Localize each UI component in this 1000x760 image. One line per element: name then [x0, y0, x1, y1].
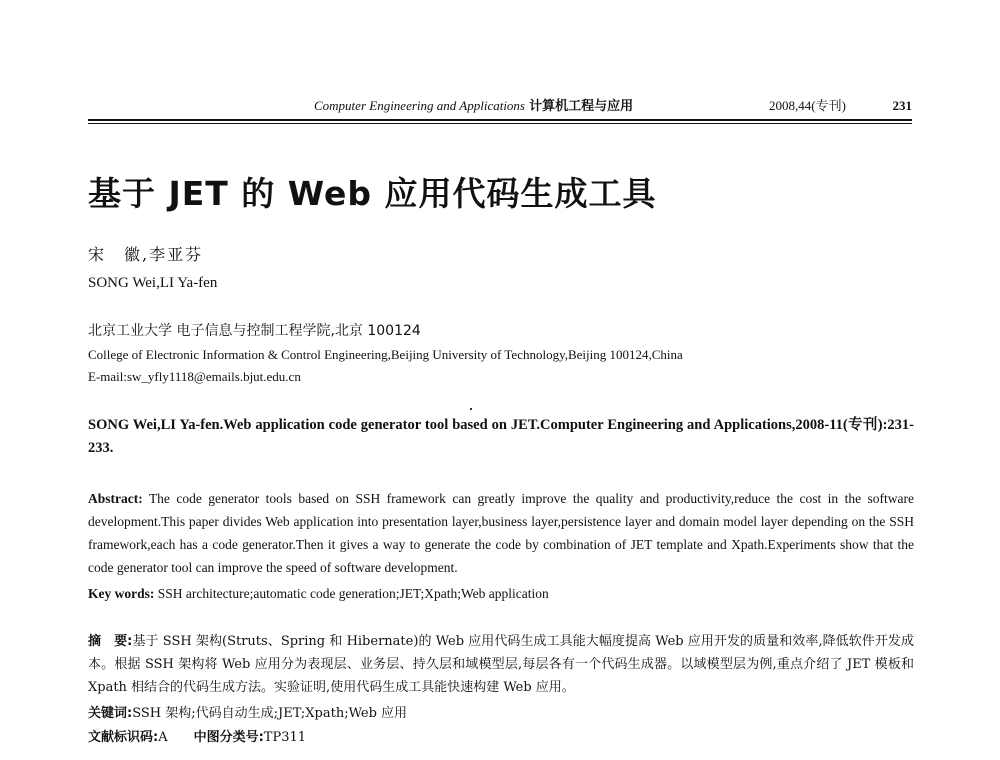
abstract-zh: [88, 630, 914, 699]
stray-mark: [470, 408, 472, 410]
abstract-en: [88, 487, 914, 579]
affiliation-zh: 北京工业大学 电子信息与控制工程学院,北京 100124: [88, 323, 421, 339]
doc-code-label: 文献标识码:: [88, 730, 159, 745]
authors-en: SONG Wei,LI Ya-fen: [88, 275, 218, 291]
journal-name: [314, 96, 633, 117]
affiliation-en: College of Electronic Information & Control Engineering,Beijing University of Technology,Beijing 100124,China: [88, 347, 683, 362]
running-header: [88, 96, 912, 116]
keywords-en: [88, 583, 914, 605]
abstract-zh-label: 摘 要:: [88, 634, 133, 649]
authors-zh: 宋 徽,李亚芬: [88, 245, 204, 264]
author-email: E-mail:sw_yfly1118@emails.bjut.edu.cn: [88, 369, 301, 384]
document-info: [88, 727, 914, 749]
keywords-zh-text: SSH 架构;代码自动生成;JET;Xpath;Web 应用: [132, 706, 408, 721]
journal-name-zh: 计算机工程与应用: [529, 99, 634, 114]
paper-title: 基于 JET 的 Web 应用代码生成工具: [88, 174, 657, 213]
class-code-label: 中图分类号:: [193, 730, 264, 745]
class-code: TP311: [263, 730, 307, 745]
abstract-en-label: Abstract:: [88, 491, 143, 506]
issue-info: 2008,44(专刊): [769, 98, 846, 113]
header-rule-thick: [88, 119, 912, 121]
journal-name-en: Computer Engineering and Applications: [314, 98, 525, 113]
abstract-en-text: The code generator tools based on SSH framework can greatly improve the quality and productivity,reduce the cost in the software development.This paper divides Web application into presentation layer,business layer,persistence layer and domain model layer depending on the SSH framework,each has a code generator.Then it gives a way to generate the code by combination of JET template and Xpath.Experiments show that the code generator tool can improve the speed of software development.: [88, 491, 914, 575]
header-rule-thin: [88, 123, 912, 124]
keywords-zh: [88, 703, 914, 725]
doc-code: A: [158, 730, 168, 745]
keywords-zh-label: 关键词:: [88, 706, 133, 721]
keywords-en-text: SSH architecture;automatic code generation;JET;Xpath;Web application: [157, 586, 549, 601]
keywords-en-label: Key words:: [88, 586, 155, 601]
citation: SONG Wei,LI Ya-fen.Web application code generator tool based on JET.Computer Engineering and Applications,2008-11(专刊):231-233.: [88, 417, 914, 456]
page-number: 231: [892, 98, 912, 113]
abstract-zh-text: 基于 SSH 架构(Struts、Spring 和 Hibernate)的 Web 应用代码生成工具能大幅度提高 Web 应用开发的质量和效率,降低软件开发成本。根据 SSH 架构将 Web 应用分为表现层、业务层、持久层和域模型层,每层各有一个代码生成器。以域模型层为例,重点介绍了 JET 模板和 Xpath 相结合的代码生成方法。实验证明,使用代码生成工具能快速构建 Web 应用。: [88, 634, 914, 695]
